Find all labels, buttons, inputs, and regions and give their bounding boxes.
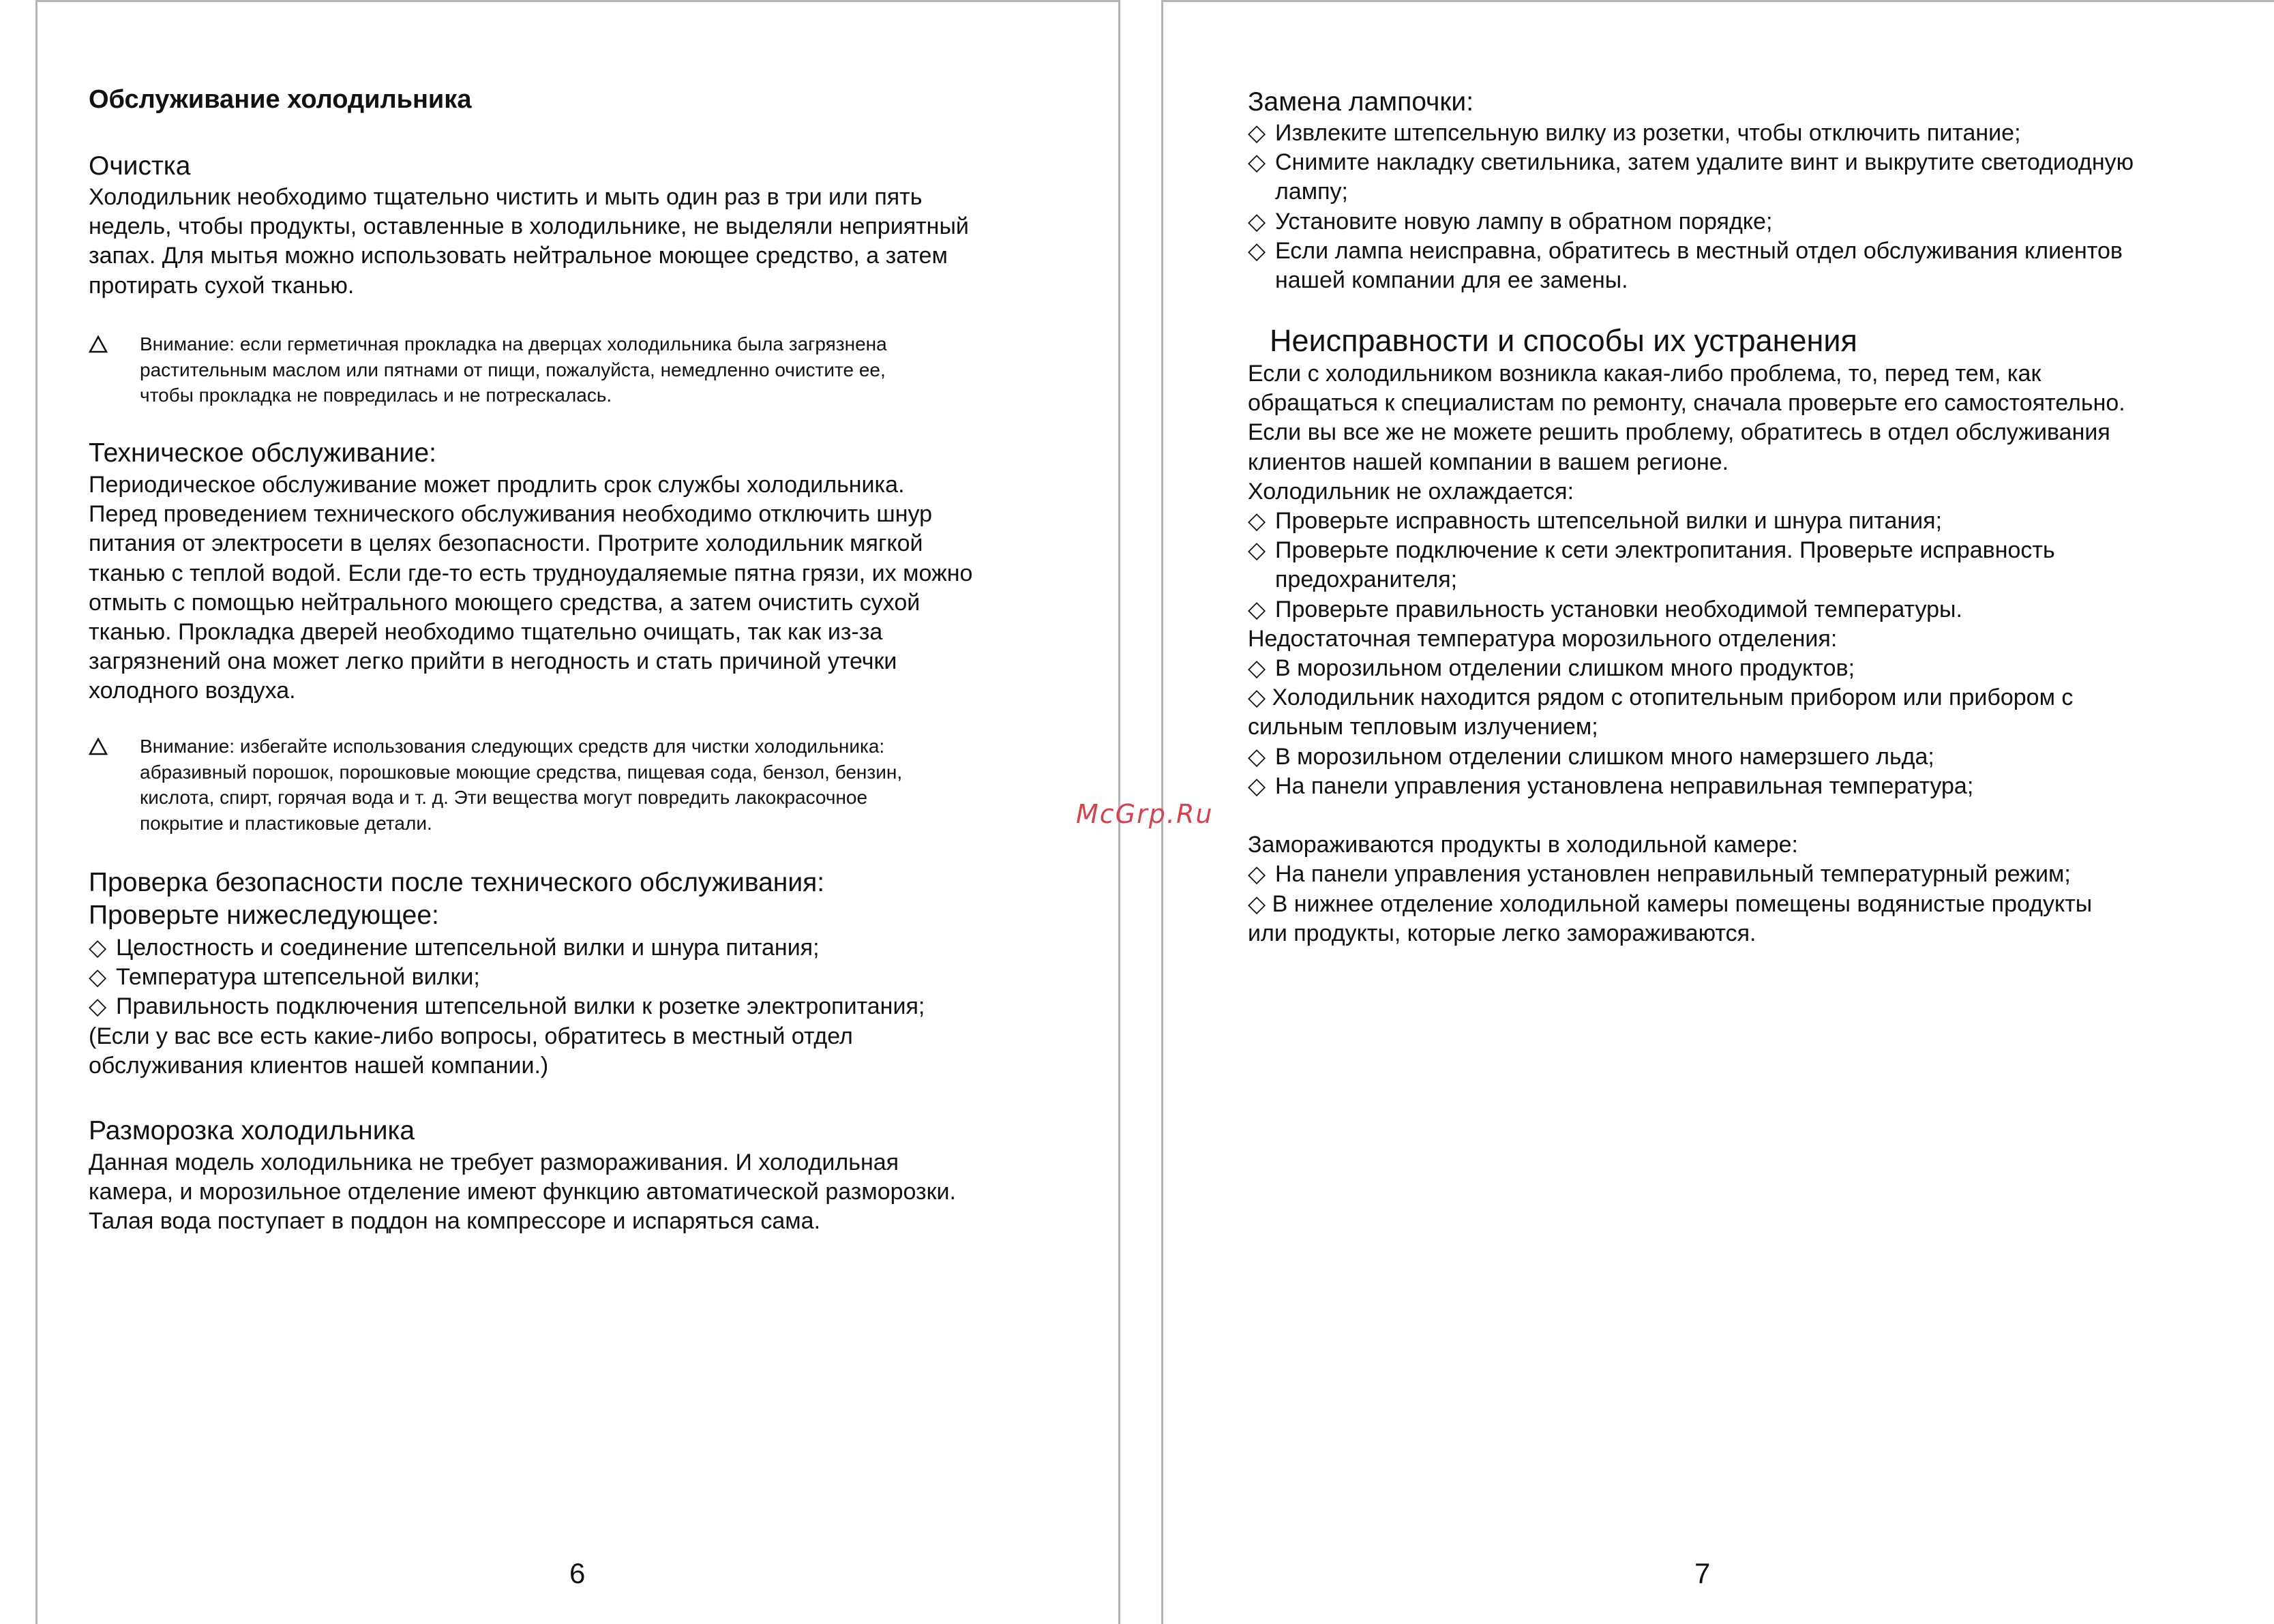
- page-number: 6: [569, 1557, 586, 1589]
- diamond-bullet-icon: ◇: [1248, 861, 1266, 888]
- list-item-text: На панели управления установлен неправильный температурный режим;: [1275, 861, 2071, 888]
- defrost-text: [89, 1148, 956, 1237]
- list-item: [1248, 148, 2243, 207]
- list-item: [1248, 890, 2243, 948]
- list-item-text: Правильность подключения штепсельной вилки к розетке электропитания;: [116, 993, 925, 1020]
- list-item: [1248, 536, 2243, 595]
- diamond-bullet-icon: ◇: [1248, 120, 1266, 146]
- trouble-heading: Неисправности и способы их устранения: [1270, 323, 1857, 358]
- spacer: [1248, 801, 2243, 830]
- note-line: кислота, спирт, горячая вода и т. д. Эти вещества могут повредить лакокрасочное: [140, 787, 868, 808]
- text-line: (Если у вас все есть какие-либо вопросы, обратитесь в местный отдел: [89, 1023, 853, 1049]
- diamond-bullet-icon: ◇: [1248, 772, 1266, 799]
- list-item-text: или продукты, которые легко замораживаются.: [1248, 920, 1756, 946]
- list-item: [1248, 772, 2243, 801]
- list-item-text: Температура штепсельной вилки;: [116, 964, 480, 991]
- diamond-bullet-icon: ◇: [89, 964, 107, 991]
- text-line: загрязнений она может легко прийти в негодность и стать причиной утечки: [89, 648, 897, 675]
- right-page: [1248, 0, 2243, 1624]
- list-item: [89, 992, 925, 1021]
- text-line: Данная модель холодильника не требует размораживания. И холодильная: [89, 1149, 899, 1175]
- safety-subheading: Проверьте нижеследующее:: [89, 901, 439, 930]
- trouble-section: [1248, 359, 2243, 948]
- text-line: Периодическое обслуживание может продлить срок службы холодильника.: [89, 472, 905, 498]
- list-item: [1248, 654, 2243, 683]
- text-line: Если с холодильником возникла какая-либо проблема, то, перед тем, как: [1248, 361, 2041, 387]
- cleaning-text: [89, 183, 969, 301]
- list-item-text: Если лампа неисправна, обратитесь в местный отдел обслуживания клиентов: [1275, 237, 2123, 264]
- list-item-text: нашей компании для ее замены.: [1275, 267, 1628, 294]
- list-item-text: Извлеките штепсельную вилку из розетки, чтобы отключить питание;: [1275, 120, 2021, 146]
- maintenance-heading: Техническое обслуживание:: [89, 438, 436, 468]
- subsection-title: Недостаточная температура морозильного отделения:: [1248, 625, 1838, 652]
- note-line: Внимание: если герметичная прокладка на дверцах холодильника была загрязнена: [140, 333, 887, 355]
- text-line: камера, и морозильное отделение имеют функцию автоматической разморозки.: [89, 1179, 956, 1205]
- warning-triangle-icon: [89, 738, 108, 755]
- bulb-heading: Замена лампочки:: [1248, 87, 1474, 117]
- defrost-heading: Разморозка холодильника: [89, 1116, 415, 1145]
- diamond-bullet-icon: ◇: [1248, 237, 1266, 264]
- diamond-bullet-icon: ◇: [1248, 208, 1266, 235]
- list-item-text: Проверьте подключение к сети электропитания. Проверьте исправность: [1275, 537, 2055, 564]
- list-item-text: Целостность и соединение штепсельной вилки и шнура питания;: [116, 935, 820, 961]
- text-line: клиентов нашей компании в вашем регионе.: [1248, 449, 1729, 475]
- text-line: Если вы все же не можете решить проблему, обратитесь в отдел обслуживания: [1248, 419, 2110, 446]
- diamond-bullet-icon: ◇: [1248, 685, 1266, 711]
- note-line: абразивный порошок, порошковые моющие средства, пищевая сода, бензол, бензин,: [140, 761, 903, 783]
- list-item: [1248, 860, 2243, 889]
- text-line: обращаться к специалистам по ремонту, сначала проверьте его самостоятельно.: [1248, 390, 2125, 417]
- text-line: холодного воздуха.: [89, 678, 296, 704]
- text-line: Перед проведением технического обслуживания необходимо отключить шнур: [89, 501, 932, 528]
- diamond-bullet-icon: ◇: [1248, 149, 1266, 176]
- list-item-text: На панели управления установлена неправильная температура;: [1275, 772, 1974, 799]
- list-item: [1248, 119, 2243, 148]
- list-item-text: Снимите накладку светильника, затем удалите винт и выкрутите светодиодную: [1275, 149, 2134, 176]
- list-item: [1248, 742, 2243, 772]
- page-title: Обслуживание холодильника: [89, 85, 472, 114]
- list-item: [89, 933, 925, 963]
- bulb-list: [1248, 119, 2243, 295]
- left-page: [89, 0, 1071, 1624]
- list-item: [1248, 595, 2243, 625]
- list-item-text: В морозильном отделении слишком много продуктов;: [1275, 655, 1855, 682]
- note-line: покрытие и пластиковые детали.: [140, 812, 432, 834]
- diamond-bullet-icon: ◇: [89, 935, 107, 961]
- text-line: запах. Для мытья можно использовать нейтральное моющее средство, а затем: [89, 243, 948, 269]
- text-line: недель, чтобы продукты, оставленные в холодильнике, не выделяли неприятный: [89, 213, 969, 240]
- text-line: тканью. Прокладка дверей необходимо тщательно очищать, так как из-за: [89, 619, 883, 646]
- subsection-title: Замораживаются продукты в холодильной камере:: [1248, 832, 1798, 858]
- safety-list: [89, 933, 925, 1081]
- list-item-text: Проверьте правильность установки необходимой температуры.: [1275, 596, 1962, 622]
- list-item: [1248, 237, 2243, 295]
- text-line: протирать сухой тканью.: [89, 272, 355, 299]
- list-item-text: предохранителя;: [1275, 567, 1458, 593]
- maintenance-text: [89, 470, 972, 706]
- text-line: отмыть с помощью нейтрального моющего средства, а затем очистить сухой: [89, 589, 921, 616]
- left-page-border-left: [35, 0, 38, 1624]
- text-line: Талая вода поступает в поддон на компрессоре и испаряться сама.: [89, 1208, 821, 1235]
- diamond-bullet-icon: ◇: [1248, 596, 1266, 622]
- note-line: Внимание: избегайте использования следующих средств для чистки холодильника:: [140, 736, 885, 757]
- text-line: обслуживания клиентов нашей компании.): [89, 1052, 549, 1079]
- diamond-bullet-icon: ◇: [1248, 508, 1266, 535]
- diamond-bullet-icon: ◇: [89, 993, 107, 1020]
- cleaning-heading: Очистка: [89, 151, 191, 181]
- text-line: тканью с теплой водой. Если где-то есть трудноудаляемые пятна грязи, их можно: [89, 560, 973, 586]
- text-line: питания от электросети в целях безопасности. Протрите холодильник мягкой: [89, 530, 923, 557]
- list-item-text: Проверьте исправность штепсельной вилки и шнура питания;: [1275, 508, 1943, 535]
- list-item-text: сильным тепловым излучением;: [1248, 714, 1598, 740]
- text-line: Холодильник необходимо тщательно чистить и мыть один раз в три или пять: [89, 184, 923, 210]
- warning-triangle-icon: [89, 335, 108, 353]
- list-item: [89, 963, 925, 992]
- page-number: 7: [1694, 1557, 1711, 1589]
- subsection-title: Холодильник не охлаждается:: [1248, 478, 1574, 505]
- list-item-text: В нижнее отделение холодильной камеры помещены водянистые продукты: [1272, 890, 2093, 917]
- list-item-text: Установите новую лампу в обратном порядке;: [1275, 208, 1773, 235]
- watermark: McGrp.Ru: [1076, 799, 1214, 829]
- list-item: [1248, 683, 2243, 742]
- list-item-text: лампу;: [1275, 179, 1348, 205]
- diamond-bullet-icon: ◇: [1248, 743, 1266, 770]
- diamond-bullet-icon: ◇: [1248, 655, 1266, 682]
- list-item-text: Холодильник находится рядом с отопительным прибором или прибором с: [1272, 685, 2074, 711]
- list-item-text: В морозильном отделении слишком много намерзшего льда;: [1275, 743, 1934, 770]
- diamond-bullet-icon: ◇: [1248, 537, 1266, 564]
- safety-heading: Проверка безопасности после технического обслуживания:: [89, 868, 825, 897]
- list-item: [1248, 207, 2243, 237]
- diamond-bullet-icon: ◇: [1248, 890, 1266, 917]
- note-line: чтобы прокладка не повредилась и не потрескалась.: [140, 385, 612, 406]
- note-line: растительным маслом или пятнами от пищи, пожалуйста, немедленно очистите ее,: [140, 359, 886, 380]
- list-item: [1248, 507, 2243, 536]
